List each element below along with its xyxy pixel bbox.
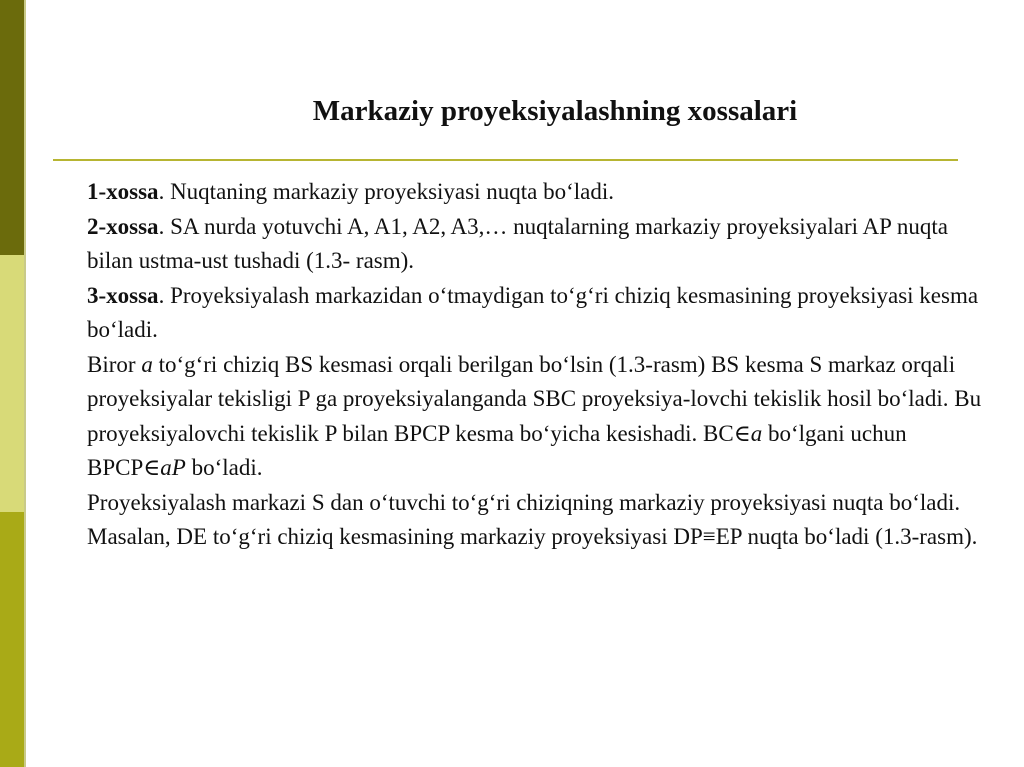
property-3 — [87, 279, 987, 348]
property-1 — [87, 175, 987, 210]
explanation-text-3: bo‘lgani uchun BPCP∈ — [87, 420, 907, 480]
sidebar-segment-middle — [0, 255, 24, 512]
slide-body — [87, 175, 987, 555]
explanation-text-1: Biror — [87, 351, 142, 377]
sidebar-segment-bottom — [0, 512, 24, 767]
title-divider — [53, 159, 958, 161]
example-paragraph: Proyeksiyalash markazi S dan o‘tuvchi to‘g‘ri chiziqning markaziy proyeksiyasi nuqta bo‘ladi. Masalan, DE to‘g‘ri chiziq kesmasining markaziy proyeksiyasi DP≡EP nuqta bo‘ladi (1.3-rasm). — [87, 489, 978, 549]
property-3-label: 3-xossa — [87, 282, 159, 308]
line-symbol-a-2: a — [750, 420, 763, 446]
line-symbol-a: a — [141, 351, 153, 377]
line-symbol-aP: aP — [160, 455, 186, 480]
property-2 — [87, 210, 987, 279]
property-3-text: . Proyeksiyalash markazidan o‘tmaydigan to‘g‘ri chiziq kesmasining proyeksiyasi kesma bo‘ladi. — [87, 282, 979, 342]
explanation-text-2: to‘g‘ri chiziq BS kesmasi orqali berilgan bo‘lsin (1.3-rasm) BS kesma S markaz orqali proyeksiyalar tekisligi P ga proyeksiyalanganda SBC proyeksiya-lovchi tekislik hosil bo‘ladi. Bu proyeksiyalovchi tekislik P bilan BPCP kesma bo‘yicha kesishadi. BC∈ — [87, 351, 982, 446]
property-1-label: 1-xossa — [87, 179, 159, 204]
property-2-text: . SA nurda yotuvchi A, A1, A2, A3,… nuqtalarning markaziy proyeksiyalari AP nuqta bilan ustma-ust tushadi (1.3- rasm). — [87, 213, 948, 273]
property-2-label: 2-xossa — [87, 213, 159, 239]
explanation-text-4: bo‘ladi. — [185, 455, 263, 480]
explanation-paragraph — [87, 348, 987, 486]
property-1-text: . Nuqtaning markaziy proyeksiyasi nuqta bo‘ladi. — [158, 179, 614, 204]
slide-title: Markaziy proyeksiyalashning xossalari — [312, 95, 798, 127]
